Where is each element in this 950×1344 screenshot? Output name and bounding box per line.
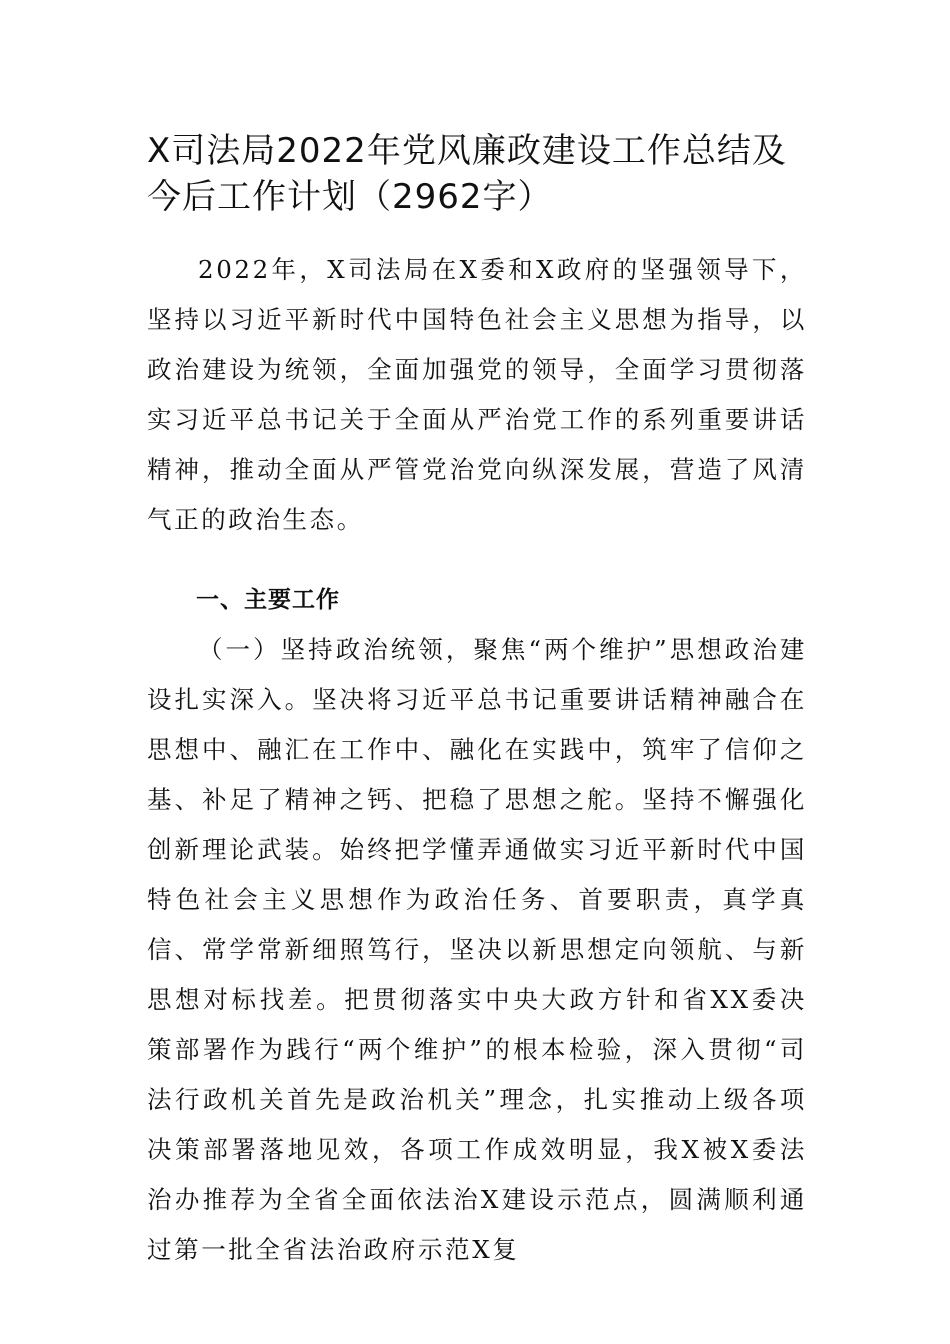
section-heading: 一、主要工作	[196, 587, 340, 613]
section-paragraph: （一）坚持政治统领，聚焦“两个维护”思想政治建设扎实深入。坚决将习近平总书记重要讲话精神融合在思想中、融汇在工作中、融化在实践中，筑牢了信仰之基、补足了精神之钙、把稳了思想之舵。坚持不懈强化创新理论武装。始终把学懂弄通做实习近平新时代中国特色社会主义思想作为政治任务、首要职责，真学真信、常学常新细照笃行，坚决以新思想定向领航、与新思想对标找差。把贯彻落实中央大政方针和省XX委决策部署作为践行“两个维护”的根本检验，深入贯彻“司法行政机关首先是政治机关”理念，扎实推动上级各项决策部署落地见效，各项工作成效明显，我X被X委法治办推荐为全省全面依法治X建设示范点，圆满顺利通过第一批全省法治政府示范X复	[147, 635, 807, 1264]
intro-paragraph: 2022年，X司法局在X委和X政府的坚强领导下，坚持以习近平新时代中国特色社会主义思想为指导，以政治建设为统领，全面加强党的领导，全面学习贯彻落实习近平总书记关于全面从严治党工作的系列重要讲话精神，推动全面从严管党治党向纵深发展，营造了风清气正的政治生态。	[147, 255, 807, 534]
document-title: X司法局2022年党风廉政建设工作总结及今后工作计划（2962字）	[147, 131, 787, 217]
